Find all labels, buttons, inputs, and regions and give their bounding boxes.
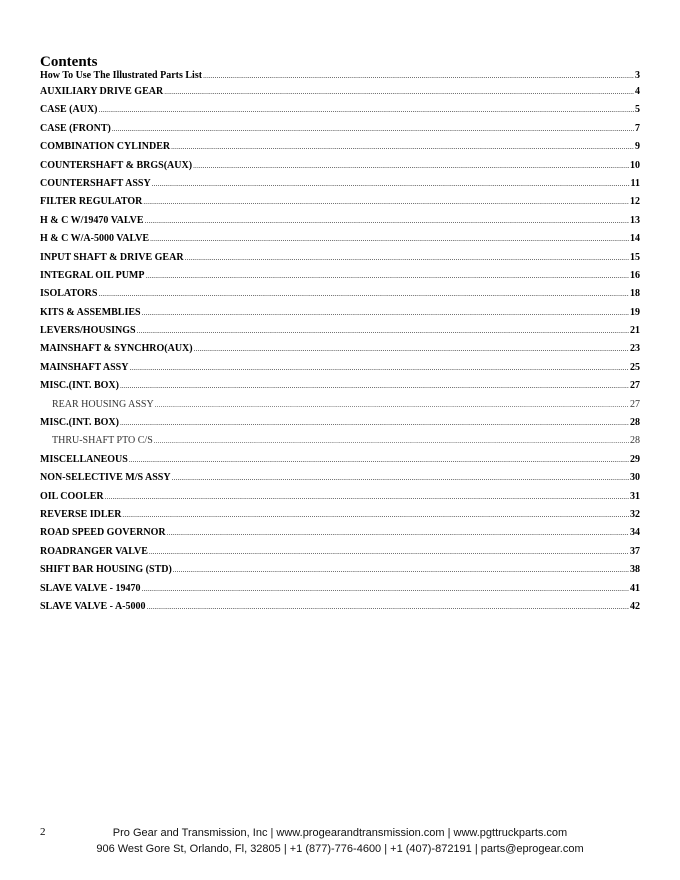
toc-entry-title: KITS & ASSEMBLIES [40,306,141,318]
toc-entry-title: MAINSHAFT & SYNCHRO(AUX) [40,343,193,355]
toc-subentry[interactable] [40,397,640,415]
toc-dot-leader [105,489,629,505]
toc-entry[interactable] [40,68,640,84]
toc-dot-leader [145,268,629,284]
toc-entry-page: 7 [635,122,640,134]
toc-entry[interactable] [40,415,640,433]
toc-entry-page: 27 [630,380,640,392]
toc-entry-page: 28 [630,435,640,447]
toc-entry-title: COMBINATION CYLINDER [40,141,171,153]
toc-entry-page: 25 [630,361,640,373]
toc-dot-leader [120,415,629,431]
toc-dot-leader [167,525,629,541]
toc-entry-title: MISC.(INT. BOX) [40,380,119,392]
toc-dot-leader [112,121,634,137]
toc-entry[interactable] [40,213,640,231]
toc-entry-title: FILTER REGULATOR [40,196,143,208]
toc-entry-title: REVERSE IDLER [40,508,122,520]
toc-entry-page: 18 [630,288,640,300]
toc-entry-page: 30 [630,472,640,484]
toc-entry[interactable] [40,544,640,562]
toc-entry-page: 38 [630,564,640,576]
toc-entry-title: How To Use The Illustrated Parts List [40,70,203,81]
toc-entry-page: 15 [630,251,640,263]
toc-dot-leader [137,323,629,339]
toc-entry-page: 29 [630,453,640,465]
toc-entry-title: COUNTERSHAFT ASSY [40,177,151,189]
toc-dot-leader [171,139,634,155]
toc-dot-leader [173,562,629,578]
toc-entry-title: AUXILIARY DRIVE GEAR [40,86,164,97]
toc-entry[interactable] [40,139,640,157]
toc-entry[interactable] [40,470,640,488]
page-footer [0,825,680,857]
table-of-contents [40,68,640,617]
toc-entry[interactable] [40,158,640,176]
toc-entry[interactable] [40,507,640,525]
toc-entry-page: 12 [630,196,640,208]
toc-entry[interactable] [40,194,640,212]
toc-dot-leader [142,581,629,597]
toc-entry-page: 34 [630,527,640,539]
toc-entry[interactable] [40,268,640,286]
toc-entry-title: CASE (FRONT) [40,122,111,134]
toc-entry-page: 10 [630,159,640,171]
toc-entry-title: ROAD SPEED GOVERNOR [40,527,166,539]
toc-entry-title: SLAVE VALVE - 19470 [40,582,141,594]
toc-entry[interactable] [40,121,640,139]
toc-dot-leader [122,507,629,523]
toc-entry[interactable] [40,489,640,507]
toc-entry[interactable] [40,231,640,249]
toc-entry-title: OIL COOLER [40,490,104,502]
toc-entry-title: MISC.(INT. BOX) [40,417,119,429]
toc-entry-title: CASE (AUX) [40,104,98,116]
toc-entry-page: 23 [630,343,640,355]
toc-entry-title: LEVERS/HOUSINGS [40,325,136,337]
toc-dot-leader [120,378,629,394]
toc-entry[interactable] [40,452,640,470]
toc-entry-page: 32 [630,508,640,520]
toc-entry-title: INPUT SHAFT & DRIVE GEAR [40,251,184,263]
toc-entry-title: COUNTERSHAFT & BRGS(AUX) [40,159,193,171]
footer-company-line: Pro Gear and Transmission, Inc | www.progearandtransmission.com | www.pgttruckparts.com [112,827,568,839]
toc-entry-page: 27 [630,398,640,410]
toc-entry-title: MISCELLANEOUS [40,453,128,465]
toc-dot-leader [143,194,629,210]
toc-dot-leader [152,176,630,192]
toc-entry-page: 41 [630,582,640,594]
toc-entry-title: REAR HOUSING ASSY [52,398,154,410]
toc-entry[interactable] [40,84,640,102]
toc-entry[interactable] [40,378,640,396]
toc-entry[interactable] [40,286,640,304]
toc-dot-leader [193,158,629,174]
toc-dot-leader [145,213,629,229]
toc-entry-title: SLAVE VALVE - A-5000 [40,600,146,612]
toc-entry[interactable] [40,305,640,323]
toc-entry-page: 31 [630,490,640,502]
toc-entry-page: 13 [630,214,640,226]
toc-entry-title: H & C W/A-5000 VALVE [40,233,150,245]
toc-entry-page: 28 [630,417,640,429]
toc-dot-leader [185,250,629,266]
toc-entry-page: 11 [630,177,640,189]
toc-subentry[interactable] [40,433,640,451]
toc-dot-leader [99,102,635,118]
toc-dot-leader [194,341,629,357]
toc-entry-title: H & C W/19470 VALVE [40,214,144,226]
toc-dot-leader [142,305,629,321]
toc-entry-title: THRU-SHAFT PTO C/S [52,435,153,447]
toc-entry[interactable] [40,341,640,359]
toc-dot-leader [164,84,634,100]
toc-entry-page: 14 [630,233,640,245]
toc-entry-title: MAINSHAFT ASSY [40,361,129,373]
toc-dot-leader [149,544,629,560]
toc-entry[interactable] [40,581,640,599]
toc-dot-leader [172,470,629,486]
toc-entry[interactable] [40,102,640,120]
toc-entry-page: 16 [630,269,640,281]
toc-dot-leader [129,452,629,468]
toc-entry[interactable] [40,176,640,194]
toc-dot-leader [147,599,629,615]
footer-address-line: 906 West Gore St, Orlando, Fl, 32805 | +1 (877)-776-4600 | +1 (407)-872191 | parts@eprogear.com [96,843,584,855]
toc-dot-leader [98,286,629,302]
toc-entry[interactable] [40,599,640,617]
toc-entry[interactable] [40,525,640,543]
toc-entry-page: 3 [635,70,640,81]
toc-dot-leader [150,231,629,247]
toc-entry-page: 19 [630,306,640,318]
toc-dot-leader [203,68,634,84]
toc-entry-title: ISOLATORS [40,288,98,300]
page-title: Contents [40,54,98,70]
toc-entry-page: 4 [635,86,640,97]
toc-entry-title: SHIFT BAR HOUSING (STD) [40,564,172,576]
toc-entry-page: 37 [630,545,640,557]
toc-entry-page: 21 [630,325,640,337]
toc-entry-title: INTEGRAL OIL PUMP [40,269,145,281]
toc-entry-page: 42 [630,600,640,612]
toc-entry-page: 9 [635,141,640,153]
toc-entry[interactable] [40,360,640,378]
toc-entry-title: NON-SELECTIVE M/S ASSY [40,472,171,484]
toc-dot-leader [129,360,629,376]
toc-entry-title: ROADRANGER VALVE [40,545,148,557]
toc-entry[interactable] [40,562,640,580]
toc-dot-leader [155,397,629,413]
toc-entry[interactable] [40,323,640,341]
toc-entry[interactable] [40,250,640,268]
toc-dot-leader [154,433,629,449]
toc-entry-page: 5 [635,104,640,116]
page-number: 2 [40,826,46,838]
